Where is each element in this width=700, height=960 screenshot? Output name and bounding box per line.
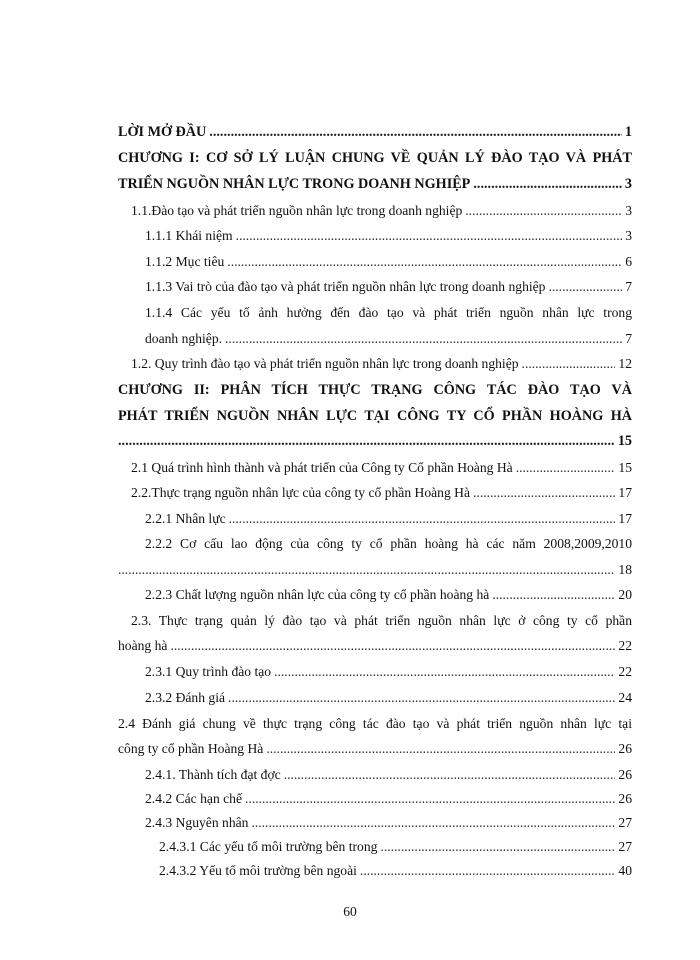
toc-entry-page: 22: [618, 638, 632, 653]
toc-entry-title: 2.4.3.1 Các yếu tố môi trường bên trong: [159, 839, 378, 854]
toc-entry-2-2: [131, 485, 632, 501]
toc-entry-title: 1.1.3 Vai trò của đào tạo và phát triển nguồn nhân lực trong doanh nghiệp: [145, 279, 546, 294]
toc-chapter2-line1: CHƯƠNG II: PHÂN TÍCH THỰC TRẠNG CÔNG TÁC ĐÀO TẠO VÀ: [118, 382, 632, 398]
dot-leader: [170, 638, 615, 654]
toc-entry-title: 2.2.1 Nhân lực: [145, 511, 226, 526]
dot-leader: [225, 331, 622, 347]
dot-leader: [228, 690, 615, 706]
toc-entry-page: 1: [624, 124, 632, 140]
toc-entry-1-2: [131, 356, 632, 372]
toc-entry-page: 27: [618, 839, 632, 854]
dot-leader: [266, 741, 615, 757]
dot-leader: [284, 767, 616, 783]
dot-leader: [516, 460, 616, 476]
dot-leader: [229, 511, 616, 527]
toc-entry-1-1-4-line1: 1.1.4 Các yếu tố ảnh hưởng đến đào tạo và phát triển nguồn nhân lực trong: [145, 305, 632, 320]
toc-entry-page: 7: [625, 279, 632, 294]
toc-entry-page: 18: [618, 562, 632, 577]
toc-entry-page: 40: [618, 863, 632, 878]
toc-entry-2-2-1: [145, 511, 632, 527]
toc-entry-2-4: [118, 741, 632, 757]
toc-entry-page: 12: [618, 356, 632, 371]
toc-entry-chuong1: [118, 176, 632, 193]
toc-entry-title: 2.1 Quá trình hình thành và phát triển của Công ty Cổ phần Hoàng Hà: [131, 460, 513, 475]
toc-entry-title: 1.1.2 Mục tiêu: [145, 254, 225, 269]
dot-leader: [380, 839, 615, 855]
toc-entry-2-4-1: [145, 767, 632, 783]
toc-entry-title: công ty cổ phần Hoàng Hà: [118, 741, 264, 756]
toc-entry-2-1: [131, 460, 632, 476]
toc-entry-1-1-3: [145, 279, 632, 295]
toc-entry-page: 24: [618, 690, 632, 705]
toc-entry-title: hoàng hà: [118, 638, 168, 653]
dot-leader: [118, 433, 615, 450]
dot-leader: [548, 279, 622, 295]
toc-entry-2-3-line1: 2.3. Thực trạng quản lý đào tạo và phát triển nguồn nhân lực ở công ty cổ phần: [131, 613, 632, 628]
toc-entry-page: 26: [618, 791, 632, 806]
dot-leader: [236, 228, 623, 244]
toc-entry-2-4-3: [145, 815, 632, 831]
toc-entry-1-1-1: [145, 228, 632, 244]
toc-entry-page: 3: [624, 176, 632, 192]
dot-leader: [360, 863, 615, 879]
toc-entry-2-4-3-2: [159, 863, 632, 879]
toc-entry-page: 7: [625, 331, 632, 346]
toc-entry-title: 2.3.1 Quy trình đào tạo: [145, 664, 272, 679]
dot-leader: [492, 587, 615, 603]
toc-entry-1-1-4: [145, 331, 632, 347]
toc-entry-2-2-3: [145, 587, 632, 603]
toc-chapter1-line1: CHƯƠNG I: CƠ SỞ LÝ LUẬN CHUNG VỀ QUẢN LÝ ĐÀO TẠO VÀ PHÁT: [118, 150, 632, 166]
toc-entry-2-3-2: [145, 690, 632, 706]
toc-entry-2-2-2: [118, 562, 632, 578]
toc-entry-title: 2.2.3 Chất lượng nguồn nhân lực của công ty cổ phần hoàng hà: [145, 587, 490, 602]
dot-leader: [251, 815, 615, 831]
toc-entry-title: 2.4.1. Thành tích đạt đợc: [145, 767, 281, 782]
dot-leader: [473, 485, 615, 501]
toc-entry-page: 15: [617, 433, 632, 449]
toc-entry-page: 20: [618, 587, 632, 602]
toc-entry-page: 3: [625, 203, 632, 218]
toc-entry-page: 15: [618, 460, 632, 475]
toc-entry-title: LỜI MỞ ĐẦU: [118, 124, 207, 140]
toc-entry-1-1: [131, 203, 632, 219]
toc-entry-page: 6: [625, 254, 632, 269]
toc-entry-title: TRIỂN NGUỒN NHÂN LỰC TRONG DOANH NGHIỆP: [118, 176, 471, 192]
toc-entry-2-3: [118, 638, 632, 654]
toc-entry-chuong2: [118, 433, 632, 450]
toc-entry-title: 2.4.3 Nguyên nhân: [145, 815, 249, 830]
toc-entry-2-3-1: [145, 664, 632, 680]
toc-entry-page: 26: [618, 741, 632, 756]
dot-leader: [473, 176, 622, 193]
dot-leader: [118, 562, 615, 578]
toc-entry-title: doanh nghiệp.: [145, 331, 223, 346]
toc-entry-title: 2.3.2 Đánh giá: [145, 690, 226, 705]
dot-leader: [245, 791, 615, 807]
toc-entry-loi-mo-dau: [118, 124, 632, 141]
dot-leader: [209, 124, 622, 141]
toc-entry-title: 1.1.Đào tạo và phát triển nguồn nhân lực trong doanh nghiệp: [131, 203, 463, 218]
toc-entry-title: 2.2.Thực trạng nguồn nhân lực của công ty cổ phần Hoàng Hà: [131, 485, 471, 500]
toc-entry-page: 27: [618, 815, 632, 830]
dot-leader: [274, 664, 615, 680]
page-number: 60: [343, 904, 357, 919]
toc-entry-page: 17: [618, 485, 632, 500]
toc-entry-title: 1.1.1 Khái niệm: [145, 228, 233, 243]
toc-entry-page: 17: [618, 511, 632, 526]
toc-entry-title: 1.2. Quy trình đào tạo và phát triển nguồn nhân lực trong doanh nghiệp: [131, 356, 519, 371]
dot-leader: [227, 254, 622, 270]
dot-leader: [522, 356, 616, 372]
toc-entry-page: 22: [618, 664, 632, 679]
toc-entry-page: 26: [618, 767, 632, 782]
toc-entry-title: 2.4.2 Các hạn chế: [145, 791, 243, 806]
toc-entry-2-4-line1: 2.4 Đánh giá chung về thực trạng công tác đào tạo và phát triển nguồn nhân lực tại: [118, 716, 632, 731]
toc-entry-1-1-2: [145, 254, 632, 270]
toc-entry-2-4-3-1: [159, 839, 632, 855]
toc-chapter2-line2: PHÁT TRIỂN NGUỒN NHÂN LỰC TẠI CÔNG TY CỔ PHẦN HOÀNG HÀ: [118, 408, 632, 424]
toc-entry-2-4-2: [145, 791, 632, 807]
toc-entry-title: 2.4.3.2 Yếu tố môi trường bên ngoài: [159, 863, 357, 878]
dot-leader: [465, 203, 622, 219]
toc-entry-page: 3: [625, 228, 632, 243]
toc-entry-2-2-2-title: 2.2.2 Cơ cấu lao động của công ty cổ phần hoàng hà các năm 2008,2009,2010: [145, 536, 632, 551]
